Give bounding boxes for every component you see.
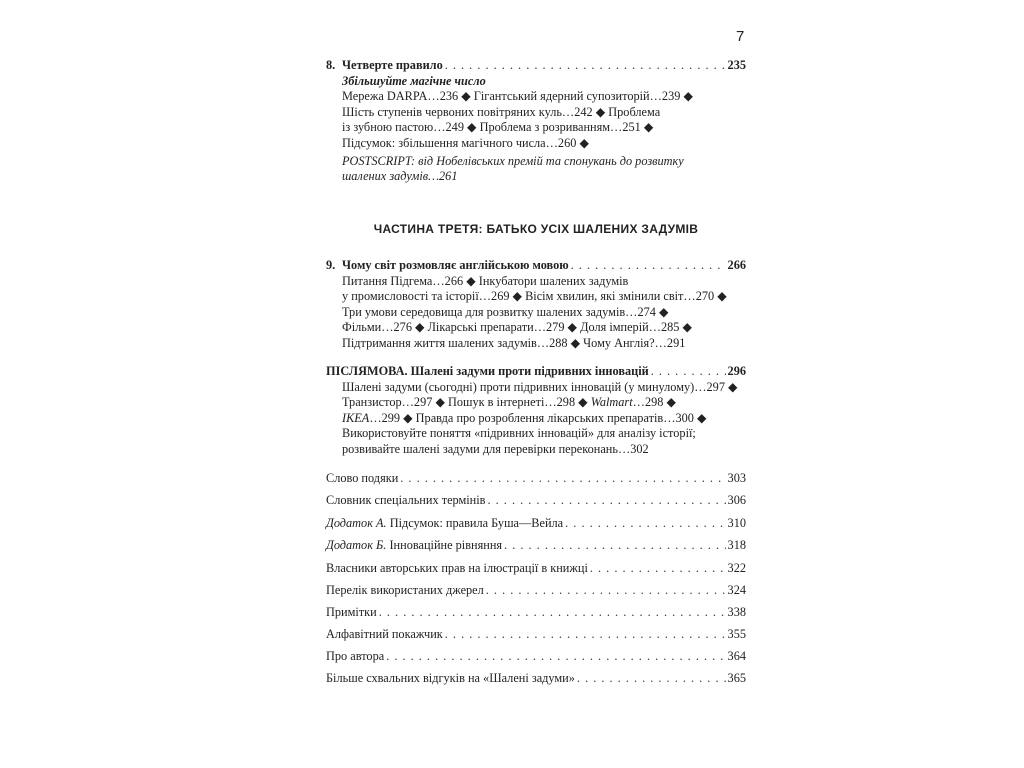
toc-subline: із зубною пастою…249 ◆ Проблема з розриванням…251 ◆: [342, 120, 654, 135]
toc-entry: Слово подяки . . . 303: [326, 471, 746, 493]
toc-entry-heading: [326, 364, 746, 380]
toc-afterword: [326, 364, 746, 458]
toc-subline: Шалені задуми (сьогодні) проти підривних інновацій (у минулому)…297 ◆: [342, 379, 738, 394]
toc-subline: Шість ступенів червоних повітряних куль…242 ◆ Проблема: [342, 104, 661, 119]
toc-subline: Три умови середовища для розвитку шалених задумів…274 ◆: [342, 304, 669, 319]
postscript-line: шалених задумів…261: [342, 169, 458, 184]
chapter-page: 266: [727, 258, 746, 272]
toc-entry: Додаток А. Підсумок: правила Буша—Вейла . . . 310: [326, 516, 746, 538]
toc-subline: Підтримання життя шалених задумів…288 ◆ Чому Англія?…291: [342, 335, 686, 350]
back-matter-group-2: [326, 516, 746, 560]
toc-subline: у промисловості та історії…269 ◆ Вісім хвилин, які змінили світ…270 ◆: [342, 289, 727, 304]
dot-leader: [445, 58, 726, 74]
chapter-page: 235: [727, 58, 746, 72]
page-number: 7: [736, 28, 745, 45]
toc-entry: Словник спеціальних термінів . . . 306: [326, 493, 746, 515]
dot-leader: [651, 364, 726, 380]
toc-entry: Про автора . . . 364: [326, 649, 746, 671]
dot-leader: [571, 258, 726, 274]
toc-entry: Алфавітний покажчик . . . 355: [326, 627, 746, 649]
toc-entry: Більше схвальних відгуків на «Шалені задуми» . . . 365: [326, 671, 746, 693]
toc-subline: розвивайте шалені задуми для перевірки переконань…302: [342, 441, 649, 456]
toc-subline: Підсумок: збільшення магічного числа…260 ◆: [342, 135, 589, 150]
toc-entry: Примітки . . . 338: [326, 605, 746, 627]
back-matter-group-1: [326, 471, 746, 515]
toc-subline: IKEA…299 ◆ Правда про розроблення лікарських препаратів…300 ◆: [342, 410, 707, 425]
chapter-number: 8.: [326, 58, 336, 72]
toc-entry: Власники авторських прав на ілюстрації в книжці . . . 322: [326, 561, 746, 583]
toc-subline: Фільми…276 ◆ Лікарські препарати…279 ◆ Доля імперій…285 ◆: [342, 320, 692, 335]
chapter-number: 9.: [326, 258, 336, 272]
chapter-title: Четверте правило: [342, 58, 443, 72]
toc-entry: Додаток Б. Інноваційне рівняння . . . 318: [326, 538, 746, 560]
toc-entry-heading: [326, 58, 746, 74]
postscript-line: POSTSCRIPT: від Нобелівських премій та спонукань до розвитку: [342, 153, 684, 168]
back-matter-group-3: [326, 561, 746, 693]
toc-entry: Перелік використаних джерел . . . 324: [326, 583, 746, 605]
toc-subline: Використовуйте поняття «підривних інновацій» для аналізу історії;: [342, 426, 696, 441]
chapter-title: Чому світ розмовляє англійською мовою: [342, 258, 569, 272]
part-title: ЧАСТИНА ТРЕТЯ: БАТЬКО УСІХ ШАЛЕНИХ ЗАДУМІВ: [373, 222, 699, 236]
chapter-subtitle: Збільшуйте магічне число: [342, 73, 486, 88]
afterword-title: ПІСЛЯМОВА. Шалені задуми проти підривних інновацій: [326, 364, 649, 378]
afterword-page: 296: [727, 364, 746, 378]
toc-chapter-8: [326, 58, 746, 185]
toc-subline: Питання Підгема…266 ◆ Інкубатори шалених задумів: [342, 273, 629, 288]
toc-entry-heading: [326, 258, 746, 274]
toc-chapter-9: [326, 258, 746, 352]
toc-subline: Мережа DARPA…236 ◆ Гігантський ядерний супозиторій…239 ◆: [342, 89, 693, 104]
toc-subline: Транзистор…297 ◆ Пошук в інтернеті…298 ◆ Walmart…298 ◆: [342, 395, 676, 410]
